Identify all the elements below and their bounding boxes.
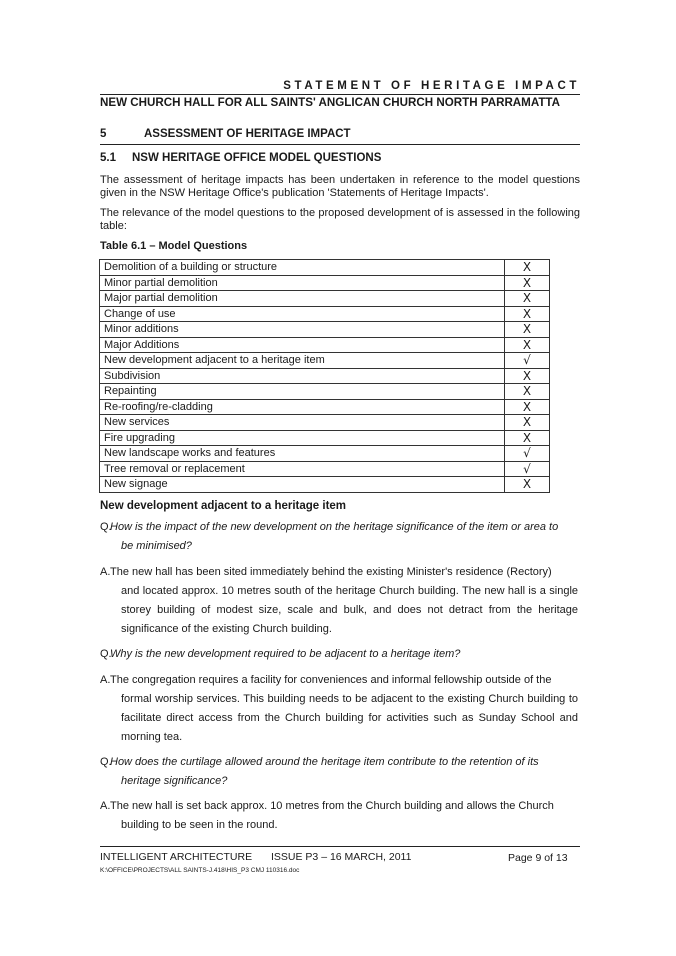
qa-text: How does the curtilage allowed around the heritage item contribute to the retention of its <box>110 756 539 768</box>
question-2 <box>100 645 578 664</box>
table-cell-item: Demolition of a building or structure <box>100 260 505 276</box>
table-row <box>100 353 550 369</box>
table-row <box>100 337 550 353</box>
table-row <box>100 368 550 384</box>
table-cell-item: New landscape works and features <box>100 446 505 462</box>
table-cell-mark: X <box>505 306 550 322</box>
table-row <box>100 322 550 338</box>
qa-subheading: New development adjacent to a heritage item <box>100 500 347 512</box>
table-cell-item: New services <box>100 415 505 431</box>
table-row <box>100 461 550 477</box>
table-row <box>100 430 550 446</box>
qa-text: The congregation requires a facility for conveniences and informal fellowship outside of the <box>110 674 552 686</box>
table-cell-item: New development adjacent to a heritage item <box>100 353 505 369</box>
qa-text-cont: formal worship services. This building needs to be adjacent to the existing Church building to facilitate direct access from the Church building for activities such as Sunday School and morning tea. <box>121 693 578 743</box>
table-cell-item: Fire upgrading <box>100 430 505 446</box>
table-cell-item: New signage <box>100 477 505 493</box>
question-1 <box>100 518 578 556</box>
table-cell-item: Minor additions <box>100 322 505 338</box>
report-type-heading: STATEMENT OF HERITAGE IMPACT <box>283 80 580 92</box>
answer-3 <box>100 797 578 835</box>
qa-text-cont: heritage significance? <box>121 775 228 787</box>
qa-label: A. <box>100 800 111 812</box>
table-cell-mark: X <box>505 430 550 446</box>
section-number: 5 <box>100 128 107 140</box>
intro-paragraph-1: The assessment of heritage impacts has been undertaken in reference to the model questions given in the NSW Heritage Office's publication 'Statements of Heritage Impacts'. <box>100 174 580 199</box>
footer-company: INTELLIGENT ARCHITECTURE <box>100 851 253 863</box>
model-questions-table <box>99 259 550 493</box>
table-row <box>100 291 550 307</box>
table-row <box>100 399 550 415</box>
qa-text: How is the impact of the new development on the heritage significance of the item or area to <box>110 521 559 533</box>
table-cell-mark: X <box>505 322 550 338</box>
table-cell-item: Minor partial demolition <box>100 275 505 291</box>
section-title: ASSESSMENT OF HERITAGE IMPACT <box>144 128 351 140</box>
qa-text-cont: building to be seen in the round. <box>121 819 278 831</box>
table-cell-mark: X <box>505 477 550 493</box>
question-3 <box>100 753 578 791</box>
table-caption: Table 6.1 – Model Questions <box>100 240 248 252</box>
table-cell-item: Subdivision <box>100 368 505 384</box>
qa-text: The new hall has been sited immediately behind the existing Minister's residence (Rectory) <box>110 566 552 578</box>
qa-label: A. <box>100 674 111 686</box>
section-heading <box>100 128 351 140</box>
table-cell-mark: X <box>505 399 550 415</box>
table-cell-mark: X <box>505 337 550 353</box>
header-rule <box>100 94 580 95</box>
footer-rule <box>100 846 580 847</box>
subsection-number: 5.1 <box>100 152 116 164</box>
table-cell-mark: X <box>505 384 550 400</box>
table-row <box>100 275 550 291</box>
table-cell-item: Major Additions <box>100 337 505 353</box>
table-row <box>100 415 550 431</box>
table-cell-mark: √ <box>505 353 550 369</box>
table-cell-mark: X <box>505 275 550 291</box>
answer-2 <box>100 671 578 747</box>
table-cell-item: Tree removal or replacement <box>100 461 505 477</box>
qa-text-cont: be minimised? <box>121 540 192 552</box>
section-rule <box>100 144 580 145</box>
intro-paragraph-2: The relevance of the model questions to the proposed development of is assessed in the following table: <box>100 207 580 232</box>
table-row <box>100 477 550 493</box>
table-cell-mark: X <box>505 415 550 431</box>
table-cell-item: Major partial demolition <box>100 291 505 307</box>
table-cell-item: Re-roofing/re-cladding <box>100 399 505 415</box>
qa-text: Why is the new development required to be adjacent to a heritage item? <box>110 648 461 660</box>
table-cell-mark: X <box>505 291 550 307</box>
table-cell-mark: √ <box>505 446 550 462</box>
qa-label: Q. <box>100 756 112 768</box>
project-title: NEW CHURCH HALL FOR ALL SAINTS' ANGLICAN CHURCH NORTH PARRAMATTA <box>100 96 561 109</box>
table-cell-item: Change of use <box>100 306 505 322</box>
subsection-heading <box>100 152 381 164</box>
qa-label: A. <box>100 566 111 578</box>
answer-1 <box>100 563 578 639</box>
table-row <box>100 384 550 400</box>
qa-text-cont: and located approx. 10 metres south of the heritage Church building. The new hall is a single storey building of modest size, scale and bulk, and does not detract from the heritage significance of the existing Church building. <box>121 585 578 635</box>
table-row <box>100 446 550 462</box>
table-cell-mark: √ <box>505 461 550 477</box>
table-cell-mark: X <box>505 260 550 276</box>
table-cell-item: Repainting <box>100 384 505 400</box>
footer-issue: ISSUE P3 – 16 MARCH, 2011 <box>271 851 412 863</box>
table-cell-mark: X <box>505 368 550 384</box>
subsection-title: NSW HERITAGE OFFICE MODEL QUESTIONS <box>132 152 382 164</box>
qa-label: Q. <box>100 521 112 533</box>
table-row <box>100 306 550 322</box>
table-row <box>100 260 550 276</box>
footer-file-path: K:\OFFICE\PROJECTS\ALL SAINTS-J.418\HIS_P3 CMJ 110316.doc <box>100 867 300 874</box>
footer-page-number: Page 9 of 13 <box>508 852 568 864</box>
qa-text: The new hall is set back approx. 10 metres from the Church building and allows the Church <box>110 800 554 812</box>
qa-label: Q. <box>100 648 112 660</box>
